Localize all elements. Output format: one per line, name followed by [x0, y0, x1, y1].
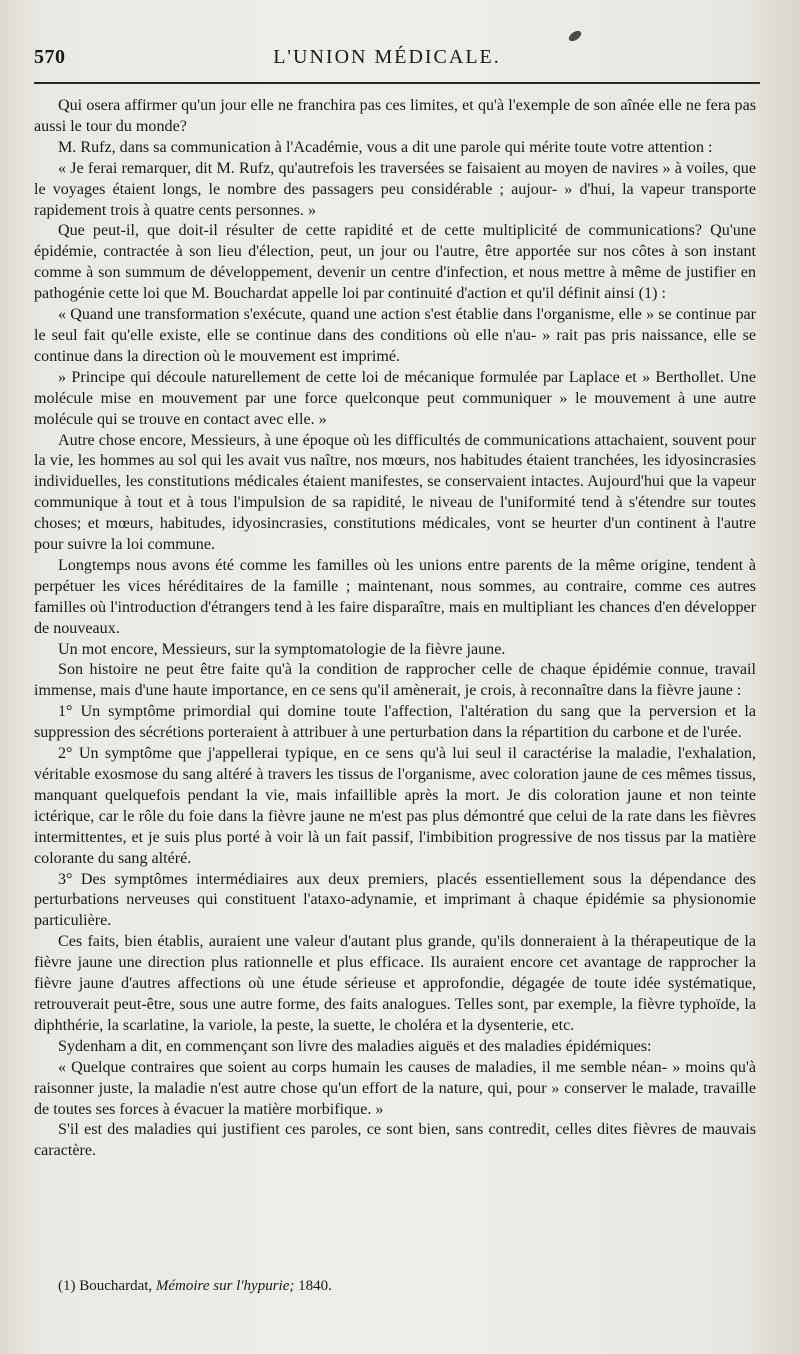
paragraph: Ces faits, bien établis, auraient une valeur d'autant plus grande, qu'ils donneraient à la thérapeutique de la fièvre jaune une direction plus rationnelle et plus efficace. Ils auraient encore cet avantage de rapprocher la fièvre jaune d'autres affections où une étude sérieuse et approfondie, dégagée de toute idée systématique, retrouverait peut-être, sous une autre forme, des faits analogues. Telles sont, par exemple, la fièvre typhoïde, la diphthérie, la scarlatine, la variole, la peste, la suette, le choléra et la dysenterie, etc. — [34, 933, 756, 1034]
page-header — [34, 42, 740, 74]
paragraph: Longtemps nous avons été comme les familles où les unions entre parents de la même origine, tendent à perpétuer les vices héréditaires de la famille ; maintenant, nous sommes, au contraire, comme ces autres familles où l'introduction d'étrangers tend à les faire disparaître, mais en multipliant les chances d'en développer de nouveaux. — [34, 556, 756, 637]
list-item: 1° Un symptôme primordial qui domine toute l'affection, l'altération du sang que la perversion et la suppression des sécrétions porteraient à attribuer à une perturbation dans la répartition du carbone et de l'urée. — [34, 703, 756, 742]
paragraph: M. Rufz, dans sa communication à l'Académie, vous a dit une parole qui mérite toute votre attention : — [58, 138, 713, 156]
footnote — [58, 1276, 756, 1296]
footnote-title: Mémoire sur l'hypurie; — [155, 1278, 295, 1294]
paragraph: Qui osera affirmer qu'un jour elle ne franchira pas ces limites, et qu'à l'exemple de son aînée elle ne fera pas aussi le tour du monde? — [34, 97, 756, 135]
quotation: » Principe qui découle naturellement de cette loi de mécanique formulée par Laplace et » Berthollet. Une molécule mise en mouvement par une force quelconque peut communiquer » le mouvement à une autre molécule qui se trouve en contact avec elle. » — [34, 368, 756, 428]
quotation: « Quelque contraires que soient au corps humain les causes de maladies, il me semble néan- » moins qu'à raisonner juste, la maladie n'est autre chose qu'un effort de la nature, qui, pour » conserver le malade, travaille de toutes ses forces à évacuer la matière morbifique. » — [34, 1058, 756, 1118]
running-title: L'UNION MÉDICALE. — [273, 46, 501, 68]
footnote-marker: (1) — [58, 1278, 76, 1294]
body-text — [34, 96, 756, 1162]
list-item: 2° Un symptôme que j'appellerai typique, en ce sens qu'à lui seul il caractérise la maladie, l'exhalation, véritable exosmose du sang altéré à travers les tissus de l'organisme, avec coloration jaune de ces mêmes tissus, manquant quelquefois pendant la vie, mais infaillible après la mort. Je dis coloration jaune et non teinte ictérique, car le rôle du foie dans la fièvre jaune ne m'est pas plus démontré que celui de la rate dans les fièvres intermittentes, et je suis plus porté à voir là un fait passif, l'imbibition progressive de nos tissus par la matière colorante du sang altéré. — [34, 745, 756, 867]
list-item: 3° Des symptômes intermédiaires aux deux premiers, placés essentiellement sous la dépendance des perturbations nerveuses qui constituent l'ataxo-adynamie, et imprimant à chaque épidémie sa physionomie particulière. — [34, 870, 756, 930]
paragraph: S'il est des maladies qui justifient ces paroles, ce sont bien, sans contredit, celles dites fièvres de mauvais caractère. — [34, 1121, 756, 1160]
paragraph: Son histoire ne peut être faite qu'à la condition de rapprocher celle de chaque épidémie connue, travail immense, mais d'une haute importance, en ce sens qu'il amènerait, je crois, à reconnaître dans la fièvre jaune : — [34, 661, 756, 700]
footnote-year: 1840. — [298, 1278, 332, 1294]
paragraph: Autre chose encore, Messieurs, à une époque où les difficultés de communications attachaient, souvent pour la vie, les hommes au sol qui les avait vus naître, nos mœurs, nos habitudes étaient tranchées, les idyosincrasies individuelles, les constitutions médicales étaient manifestes, se conservaient intactes. Aujourd'hui que la vapeur communique à tout et à tous l'impulsion de sa rapidité, le niveau de l'uniformité tend à s'étendre sur toutes choses; et mœurs, habitudes, idyosincrasies, constitutions médicales, vont se heurter d'un continent à l'autre pour suivre la loi commune. — [34, 431, 756, 554]
paragraph: Sydenham a dit, en commençant son livre des maladies aiguës et des maladies épidémiques: — [58, 1037, 652, 1055]
paragraph: Un mot encore, Messieurs, sur la symptomatologie de la fièvre jaune. — [58, 640, 506, 658]
footnote-author: Bouchardat, — [79, 1278, 153, 1294]
page-number: 570 — [34, 46, 66, 68]
quotation: « Quand une transformation s'exécute, quand une action s'est établie dans l'organisme, elle » se continue par le seul fait qu'elle existe, elle se continue dans des conditions où elle n'au- » rait pas pris naissance, elle se continue dans la direction où le mouvement est imprimé. — [34, 306, 756, 365]
header-rule — [34, 82, 760, 84]
quotation: « Je ferai remarquer, dit M. Rufz, qu'autrefois les traversées se faisaient au moyen de navires » à voiles, que le voyages étaient longs, le nombre des passagers peu considérable ; aujour- » d'hui, la vapeur transporte rapidement trois à quatre cents personnes. » — [34, 159, 756, 219]
paragraph: Que peut-il, que doit-il résulter de cette rapidité et de cette multiplicité de communications? Qu'une épidémie, contractée à son lieu d'élection, peut, un jour ou l'autre, être apportée sur nos côtes à son instant comme à son summum de développement, devenir un centre d'infection, et nous mettre à même de justifier en pathogénie cette loi que M. Bouchardat appelle loi par continuité d'action et qu'il définit ainsi (1) : — [34, 222, 756, 303]
